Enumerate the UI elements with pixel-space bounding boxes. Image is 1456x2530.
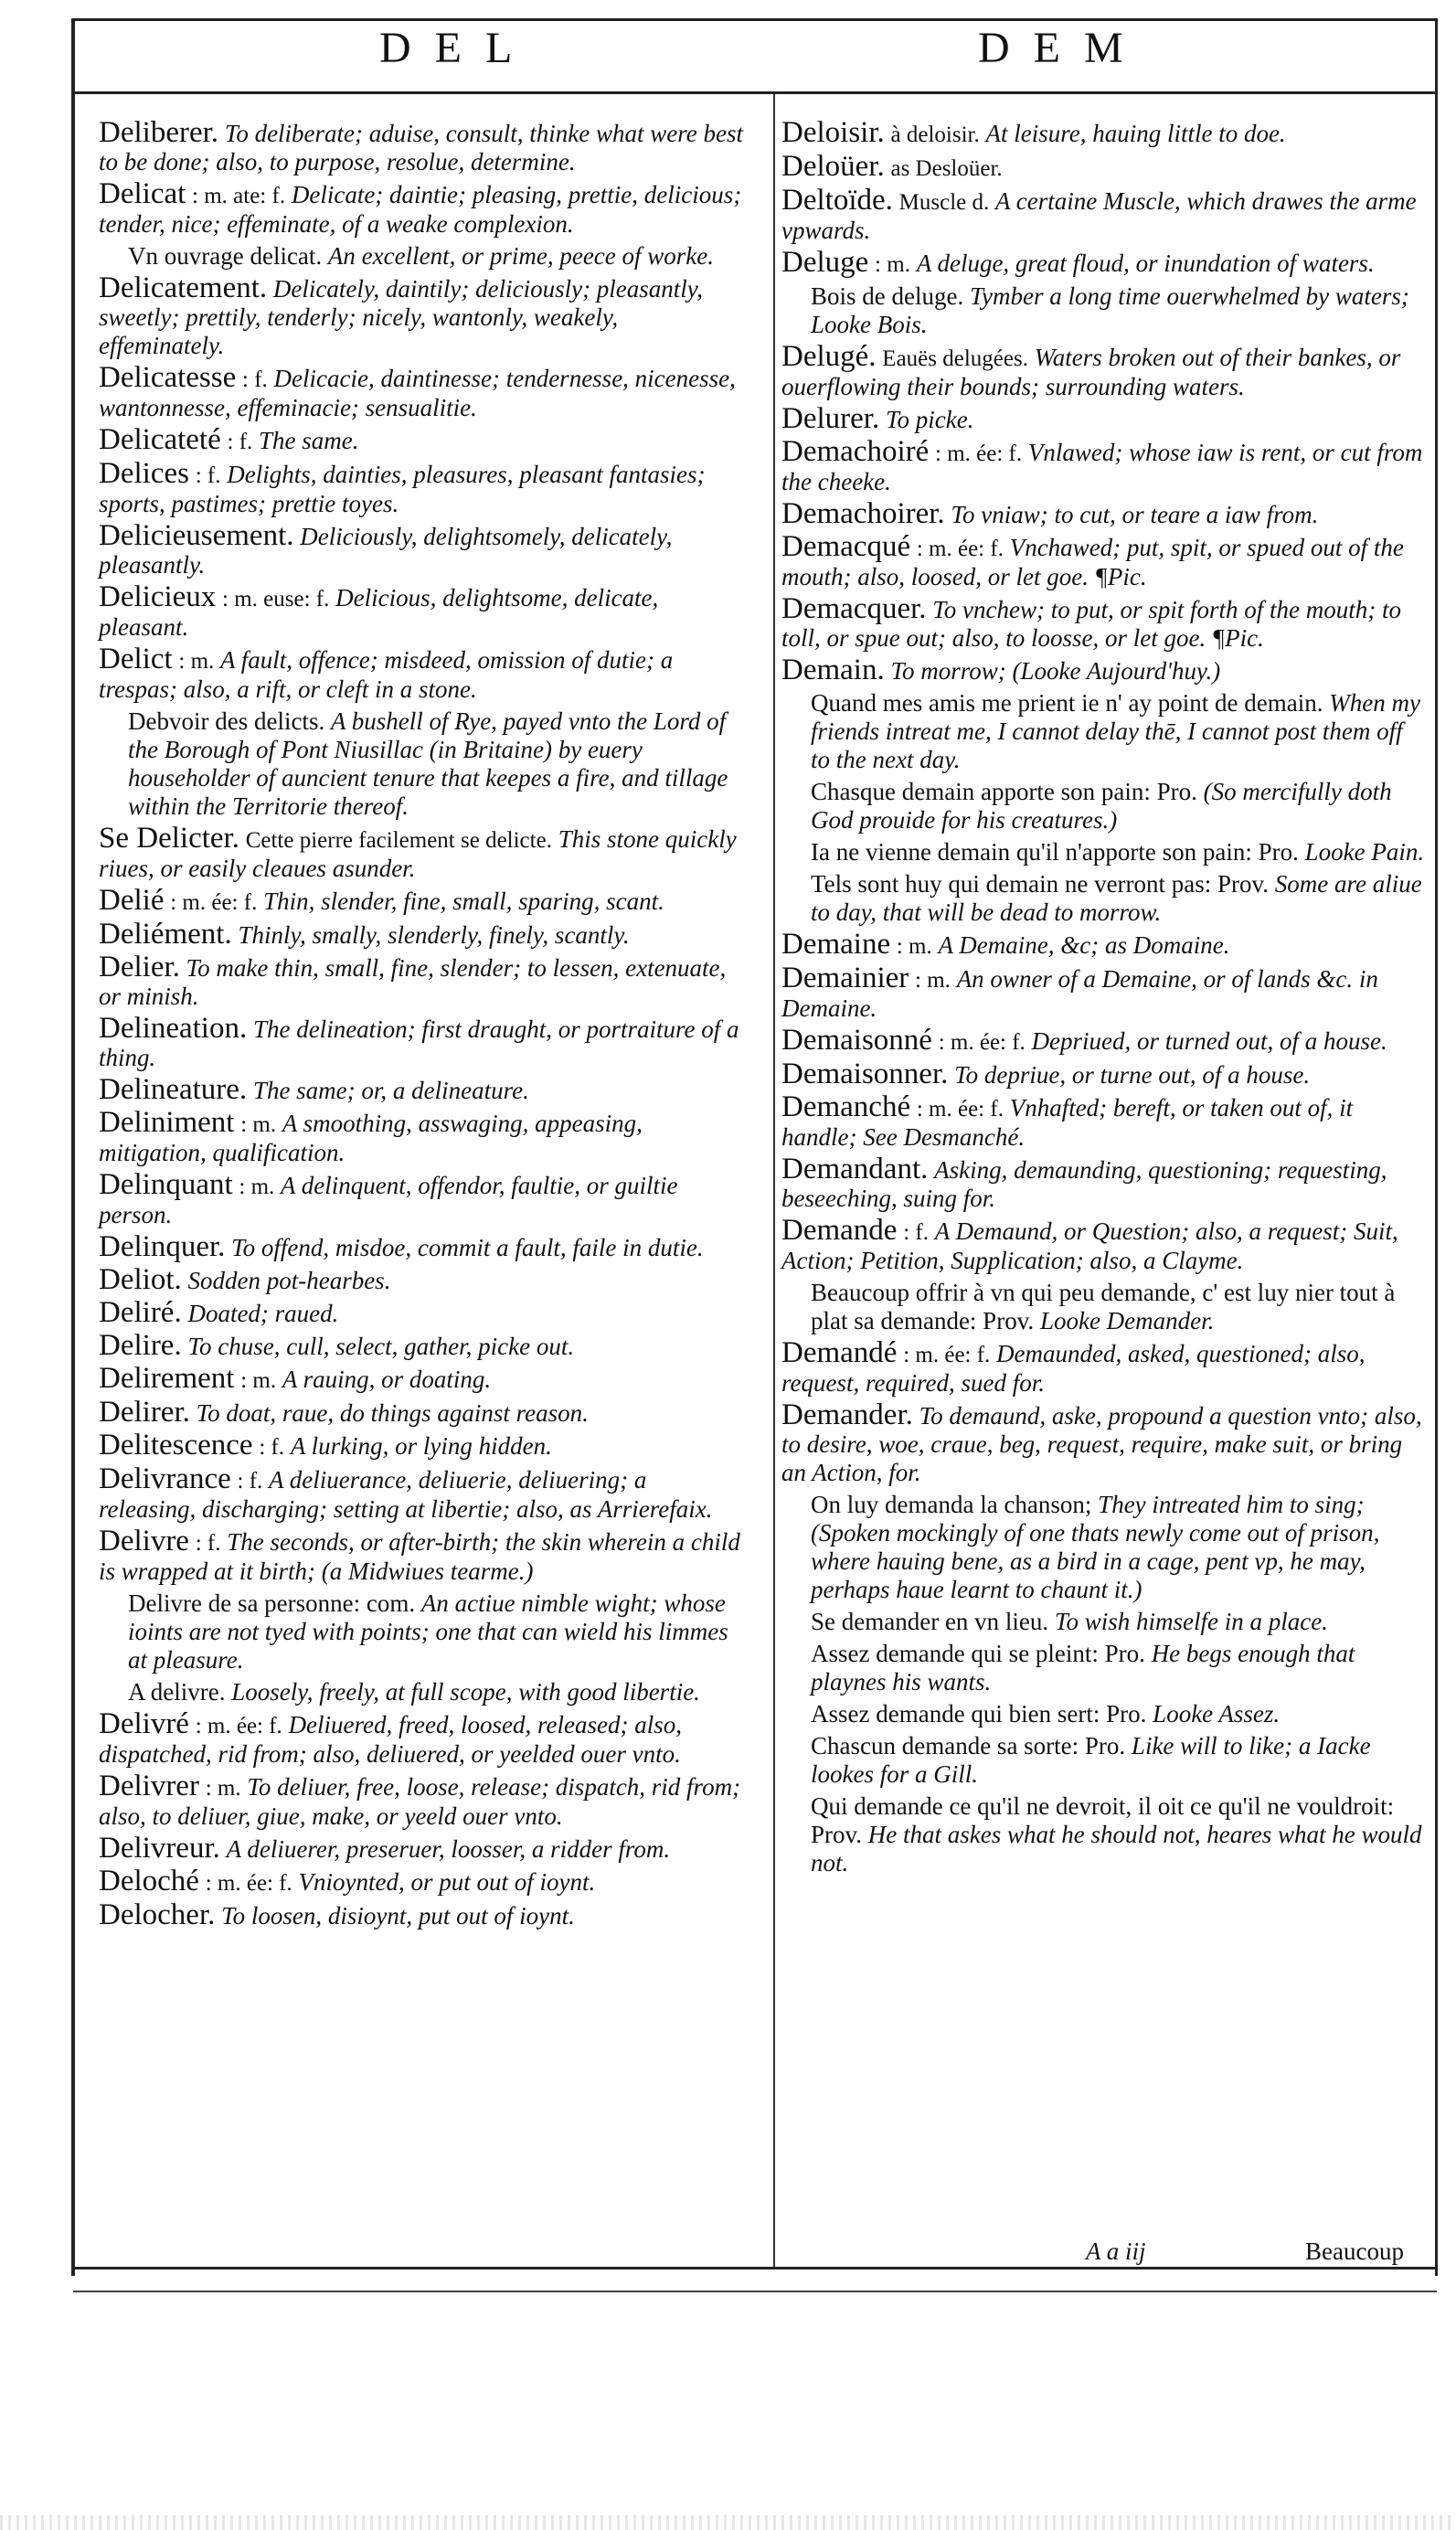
grammar-or-phrase: : f.: [195, 463, 221, 488]
dictionary-entry: [99, 1431, 749, 1462]
definition: A rauing, or doating.: [282, 1366, 492, 1393]
grammar-or-phrase: Debvoir des delicts.: [128, 707, 325, 735]
headword: Delicat: [99, 177, 186, 210]
grammar-or-phrase: Ia ne vienne demain qu'il n'apporte son pain: Pro.: [811, 838, 1299, 866]
headword: Demanché: [781, 1090, 911, 1123]
header-rule: [73, 91, 1437, 94]
headword: Delivre: [99, 1525, 189, 1557]
sub-entry: [99, 242, 749, 271]
sub-entry: [781, 870, 1427, 927]
definition: An actiue nimble wight; whose ioints are not tyed with points; one that can wield his limmes at pleasure.: [128, 1589, 728, 1674]
grammar-or-phrase: : m. ée: f.: [205, 1871, 292, 1896]
grammar-or-phrase: : m.: [239, 1175, 275, 1199]
dictionary-entry: [99, 1230, 749, 1263]
definition: A deliuerance, deliuerie, deliuering; a releasing, discharging; setting at libertie; also, as Arrierefaix.: [99, 1466, 713, 1523]
grammar-or-phrase: : m.: [896, 934, 932, 959]
definition: The seconds, or after-birth; the skin wherein a child is wrapped at it birth; (a Midwiues tearme.): [99, 1528, 740, 1585]
headword: Deloché: [99, 1865, 199, 1898]
definition: Loosely, freely, at full scope, with good libertie.: [231, 1678, 700, 1706]
headword: Deluge: [781, 246, 869, 279]
grammar-or-phrase: : f.: [195, 1531, 221, 1556]
definition: Demaunded, asked, questioned; also, request, required, sued for.: [781, 1340, 1366, 1397]
dictionary-entry: [99, 1398, 749, 1428]
dictionary-entry: [781, 402, 1427, 435]
grammar-or-phrase: : m.: [915, 968, 951, 993]
dictionary-entry: [781, 435, 1427, 496]
headword: Delitescence: [99, 1429, 253, 1462]
grammar-or-phrase: Tels sont huy qui demain ne verront pas: Prov.: [811, 870, 1270, 898]
dictionary-entry: [781, 530, 1427, 591]
grammar-or-phrase: : m. ée: f.: [903, 1343, 991, 1367]
headword: Delivrer: [99, 1770, 199, 1802]
definition: The same.: [259, 427, 359, 454]
running-head-left: DEL: [379, 24, 537, 72]
grammar-or-phrase: Cette pierre facilement se delicte.: [245, 828, 552, 853]
sub-entry: [781, 778, 1427, 834]
definition: An excellent, or prime, peece of worke.: [327, 242, 715, 270]
dictionary-entry: [781, 186, 1427, 245]
definition: Like will to like; a Iacke lookes for a Gill.: [811, 1732, 1371, 1788]
dictionary-entry: [99, 271, 749, 360]
headword: Demachoiré: [781, 435, 930, 468]
dictionary-entry: [99, 580, 749, 642]
definition: Delicacie, daintinesse; tendernesse, nicenesse, wantonnesse, effeminacie; sensualitie.: [99, 365, 736, 421]
grammar-or-phrase: : m. ée: f.: [935, 441, 1023, 466]
grammar-or-phrase: : m. ée: f.: [938, 1030, 1026, 1055]
signature-mark: A a iij: [1086, 2238, 1146, 2265]
definition: They intreated him to sing; (Spoken mockingly of one thats newly come out of prison, where hauing bene, as a bird in a cage, pent vp, he may, perhaps haue learnt to chaunt it.): [811, 1491, 1380, 1603]
definition: A deliuerer, preseruer, loosser, a ridder from.: [226, 1835, 671, 1863]
headword: Demain.: [781, 654, 885, 686]
definition: A fault, offence; misdeed, omission of dutie; a trespas; also, a rift, or cleft in a stone.: [99, 646, 674, 703]
dictionary-entry: [781, 1060, 1427, 1090]
definition: An owner of a Demaine, or of lands &c. in Demaine.: [781, 965, 1378, 1022]
definition: Tymber a long time ouerwhelmed by waters; Looke Bois.: [811, 282, 1409, 338]
headword: Delicatesse: [99, 361, 237, 394]
dictionary-entry: [781, 930, 1427, 961]
dictionary-entry: [99, 645, 749, 704]
bottom-rule-double: [73, 2291, 1437, 2292]
headword: Delire.: [99, 1329, 182, 1362]
definition: A deluge, great floud, or inundation of waters.: [916, 250, 1375, 277]
definition: To chuse, cull, select, gather, picke out.: [187, 1333, 575, 1360]
dictionary-entry: [99, 457, 749, 518]
grammar-or-phrase: : m.: [240, 1368, 277, 1393]
definition: Vnchawed; put, spit, or spued out of the mouth; also, loosed, or let goe. ¶Pic.: [781, 534, 1404, 590]
dictionary-entry: [781, 1090, 1427, 1152]
definition: Thin, slender, fine, small, sparing, scant.: [263, 888, 664, 915]
dictionary-entry: [99, 920, 749, 950]
dictionary-entry: [99, 519, 749, 579]
grammar-or-phrase: : m.: [205, 1776, 241, 1801]
headword: Delinquer.: [99, 1230, 226, 1263]
top-rule: [73, 18, 1437, 21]
scan-edge: [0, 2515, 1456, 2530]
definition: Doated; raued.: [187, 1300, 339, 1327]
grammar-or-phrase: : f.: [259, 1435, 285, 1460]
sub-entry: [781, 1700, 1427, 1728]
headword: Deliberer.: [99, 116, 219, 149]
grammar-or-phrase: Quand mes amis me prient ie n' ay point de demain.: [811, 689, 1323, 717]
definition: A smoothing, asswaging, appeasing, mitigation, qualification.: [99, 1110, 643, 1166]
headword: Delineature.: [99, 1073, 248, 1106]
grammar-or-phrase: Chasque demain apporte son pain: Pro.: [811, 778, 1197, 805]
dictionary-entry: [99, 1462, 749, 1524]
definition: He begs enough that playnes his wants.: [811, 1640, 1355, 1696]
grammar-or-phrase: Muscle d.: [898, 190, 990, 215]
definition: A certaine Muscle, which drawes the arme vpwards.: [781, 187, 1417, 244]
definition: Delicately, daintily; deliciously; pleasantly, sweetly; prettily, tenderly; nicely, wantonly, weakely, effeminately.: [99, 275, 704, 359]
headword: Delicateté: [99, 423, 221, 456]
headword: Deloisir.: [781, 116, 885, 149]
column-divider: [773, 94, 775, 2267]
definition: Vnhafted; bereft, or taken out of, it handle; See Desmanché.: [781, 1094, 1354, 1151]
definition: Waters broken out of their bankes, or ouerflowing their bounds; surrounding waters.: [781, 344, 1401, 400]
headword: Delier.: [99, 951, 180, 983]
grammar-or-phrase: A delivre.: [128, 1678, 226, 1706]
definition: (So mercifully doth God prouide for his creatures.): [811, 778, 1392, 834]
dictionary-entry: [781, 116, 1427, 149]
definition: Vnioynted, or put out of ioynt.: [298, 1868, 596, 1896]
definition: Sodden pot-hearbes.: [187, 1267, 391, 1294]
grammar-or-phrase: Qui demande ce qu'il ne devroit, il oit ce qu'il ne vouldroit: Prov.: [811, 1792, 1395, 1848]
definition: To loosen, disioynt, put out of ioynt.: [221, 1902, 575, 1929]
definition: Delicate; daintie; pleasing, prettie, delicious; tender, nice; effeminate, of a weake complexion.: [99, 181, 742, 238]
sub-entry: [781, 1279, 1427, 1335]
headword: Delicatement.: [99, 271, 268, 304]
sub-entry: [781, 1491, 1427, 1604]
left-column: [99, 116, 749, 1934]
sub-entry: [781, 1608, 1427, 1636]
grammar-or-phrase: : m. ate: f.: [192, 184, 286, 208]
definition: Deliuered, freed, loosed, released; also, dispatched, rid from; also, deliuered, or yeelded ouer vnto.: [99, 1711, 682, 1768]
dictionary-entry: [99, 116, 749, 176]
dictionary-entry: [99, 1527, 749, 1586]
definition: Asking, demaunding, questioning; requesting, beseeching, suing for.: [781, 1156, 1387, 1212]
grammar-or-phrase: Beaucoup offrir à vn qui peu demande, c' est luy nier tout à plat sa demande: Prov.: [811, 1279, 1396, 1334]
grammar-or-phrase: : m. ée: f.: [916, 1097, 1004, 1121]
grammar-or-phrase: : m. euse: f.: [222, 587, 330, 611]
grammar-or-phrase: : m.: [178, 649, 215, 674]
headword: Delocher.: [99, 1898, 216, 1931]
left-border: [71, 18, 75, 2276]
definition: Some are aliue to day, that will be dead to morrow.: [811, 870, 1422, 926]
dictionary-entry: [99, 1329, 749, 1362]
grammar-or-phrase: Chascun demande sa sorte: Pro.: [811, 1732, 1126, 1759]
headword: Delirer.: [99, 1396, 190, 1429]
right-border: [1435, 18, 1438, 2276]
headword: Demaine: [781, 928, 891, 961]
headword: Delugé.: [781, 340, 877, 373]
sub-entry: [781, 838, 1427, 866]
definition: A Demaine, &c; as Domaine.: [938, 931, 1230, 959]
dictionary-entry: [99, 953, 749, 1011]
headword: Demainier: [781, 962, 909, 994]
grammar-or-phrase: : m.: [240, 1112, 277, 1137]
dictionary-entry: [781, 592, 1427, 653]
sub-entry: [781, 1792, 1427, 1877]
headword: Delinquant: [99, 1168, 233, 1201]
dictionary-entry: [781, 964, 1427, 1023]
grammar-or-phrase: : f.: [237, 1469, 263, 1494]
dictionary-entry: [99, 1263, 749, 1296]
definition: To deliuer, free, loose, release; dispatch, rid from; also, to deliuer, giue, make, or yeeld ouer vnto.: [99, 1773, 741, 1830]
dictionary-entry: [781, 1155, 1427, 1213]
definition: To vniaw; to cut, or teare a iaw from.: [951, 501, 1319, 528]
grammar-or-phrase: : m.: [875, 252, 910, 277]
grammar-or-phrase: Assez demande qui se pleint: Pro.: [811, 1640, 1145, 1667]
dictionary-entry: [99, 361, 749, 422]
headword: Demande: [781, 1214, 898, 1247]
definition: To vnchew; to put, or spit forth of the mouth; to toll, or spue out; also, to loosse, or let goe. ¶Pic.: [781, 596, 1402, 652]
sub-entry: [99, 1678, 749, 1706]
dictionary-entry: [781, 1214, 1427, 1275]
grammar-or-phrase: : f.: [242, 367, 268, 392]
dictionary-entry: [99, 1898, 749, 1931]
dictionary-entry: [99, 423, 749, 456]
definition: A Demaund, or Question; also, a request; Suit, Action; Petition, Supplication; also, a Clayme.: [781, 1217, 1398, 1274]
definition: A delinquent, offendor, faultie, or guiltie person.: [99, 1172, 678, 1228]
definition: He that askes what he should not, heares what he would not.: [811, 1821, 1422, 1876]
headword: Deliot.: [99, 1263, 182, 1296]
grammar-or-phrase: : f.: [903, 1220, 929, 1245]
dictionary-entry: [99, 1073, 749, 1106]
dictionary-entry: [99, 177, 749, 239]
headword: Deliément.: [99, 918, 232, 951]
headword: Delicieusement.: [99, 519, 294, 552]
right-column: [781, 116, 1427, 1881]
headword: Deltoïde.: [781, 184, 893, 217]
dictionary-entry: [99, 1834, 749, 1864]
headword: Demacquer.: [781, 592, 927, 625]
headword: Demachoirer.: [781, 497, 945, 530]
sub-entry: [99, 707, 749, 821]
grammar-or-phrase: Vn ouvrage delicat.: [128, 242, 323, 270]
headword: Se Delicter.: [99, 822, 239, 855]
catchword: Beaucoup: [1305, 2238, 1404, 2265]
definition: To wish himselfe in a place.: [1054, 1608, 1328, 1635]
grammar-or-phrase: : f.: [227, 430, 253, 454]
definition: Vnlawed; whose iaw is rent, or cut from the cheeke.: [781, 439, 1423, 495]
definition: To demaund, aske, propound a question vnto; also, to desire, woe, craue, beg, request, require, make suit, or bring an Action, for.: [781, 1402, 1422, 1486]
headword: Demacqué: [781, 530, 911, 563]
definition: To morrow; (Looke Aujourd'huy.): [890, 657, 1221, 685]
dictionary-entry: [781, 246, 1427, 279]
dictionary-entry: [781, 1336, 1427, 1398]
grammar-or-phrase: Assez demande qui bien sert: Pro.: [811, 1700, 1147, 1727]
definition: To make thin, small, fine, slender; to lessen, extenuate, or minish.: [99, 954, 727, 1010]
dictionary-entry: [781, 1398, 1427, 1487]
dictionary-entry: [99, 1012, 749, 1072]
headword: Delié: [99, 884, 165, 917]
grammar-or-phrase: : m. ée: f.: [195, 1714, 282, 1738]
dictionary-entry: [99, 1168, 749, 1229]
headword: Deliniment: [99, 1106, 235, 1139]
sub-entry: [781, 1732, 1427, 1789]
sub-entry: [781, 282, 1427, 339]
definition: Depriued, or turned out, of a house.: [1031, 1027, 1387, 1055]
headword: Delineation.: [99, 1012, 248, 1045]
definition: Thinly, smally, slenderly, finely, scantly.: [238, 921, 630, 949]
sub-entry: [781, 1640, 1427, 1696]
headword: Demaisonné: [781, 1024, 932, 1057]
dictionary-entry: [99, 1362, 749, 1395]
grammar-or-phrase: : m. ée: f.: [170, 890, 258, 915]
dictionary-entry: [99, 1707, 749, 1769]
definition: Looke Demander.: [1039, 1307, 1215, 1334]
definition: When my friends intreat me, I cannot delay thē, I cannot post them off to the next day.: [811, 689, 1420, 773]
grammar-or-phrase: as Desloüer.: [890, 156, 1003, 181]
grammar-or-phrase: Bois de deluge.: [811, 282, 964, 310]
definition: To offend, misdoe, commit a fault, faile in dutie.: [231, 1234, 704, 1261]
definition: A lurking, or lying hidden.: [290, 1432, 552, 1460]
headword: Delices: [99, 457, 189, 490]
headword: Delurer.: [781, 402, 880, 435]
headword: Deloüer.: [781, 150, 885, 183]
definition: Deliciously, delightsomely, delicately, pleasantly.: [99, 523, 673, 579]
dictionary-entry: [781, 340, 1427, 401]
definition: At leisure, hauing little to doe.: [985, 120, 1286, 147]
headword: Demandé: [781, 1336, 898, 1369]
grammar-or-phrase: Eauës delugées.: [882, 346, 1028, 371]
definition: Looke Assez.: [1153, 1700, 1281, 1727]
headword: Delivré: [99, 1707, 189, 1740]
sub-entry: [781, 689, 1427, 774]
dictionary-entry: [99, 884, 749, 917]
definition: Delights, dainties, pleasures, pleasant fantasies; sports, pastimes; prettie toyes.: [99, 461, 706, 517]
headword: Delicieux: [99, 580, 217, 613]
grammar-or-phrase: Se demander en vn lieu.: [811, 1608, 1049, 1635]
grammar-or-phrase: à deloisir.: [890, 122, 980, 147]
dictionary-entry: [99, 1106, 749, 1167]
running-head-right: DEM: [978, 24, 1147, 72]
headword: Demaisonner.: [781, 1058, 949, 1090]
definition: To doat, raue, do things against reason.: [196, 1399, 589, 1427]
dictionary-entry: [781, 1026, 1427, 1057]
dictionary-entry: [99, 1772, 749, 1831]
definition: This stone quickly riues, or easily cleaues asunder.: [99, 825, 737, 882]
dictionary-entry: [99, 1296, 749, 1329]
grammar-or-phrase: On luy demanda la chanson;: [811, 1491, 1092, 1518]
definition: Delicious, delightsome, delicate, pleasant.: [99, 584, 659, 641]
sub-entry: [99, 1589, 749, 1674]
headword: Delivrance: [99, 1462, 231, 1495]
definition: The delineation; first draught, or portraiture of a thing.: [99, 1015, 739, 1071]
dictionary-entry: [99, 1867, 749, 1898]
definition: To depriue, or turne out, of a house.: [954, 1061, 1311, 1089]
grammar-or-phrase: : m. ée: f.: [916, 537, 1004, 561]
dictionary-entry: [99, 824, 749, 883]
headword: Deliré.: [99, 1296, 182, 1329]
definition: Looke Pain.: [1304, 838, 1425, 866]
definition: A bushell of Rye, payed vnto the Lord of the Borough of Pont Niusillac (in Britaine) by euery householder of auncient tenure that keepes a fire, and tillage within the Territorie thereof.: [128, 707, 728, 820]
dictionary-entry: [781, 656, 1427, 686]
headword: Demander.: [781, 1398, 913, 1431]
grammar-or-phrase: Delivre de sa personne: com.: [128, 1589, 416, 1617]
headword: Delivreur.: [99, 1832, 220, 1865]
definition: To picke.: [885, 406, 974, 433]
definition: The same; or, a delineature.: [252, 1077, 529, 1104]
bottom-rule: [73, 2267, 1437, 2270]
headword: Delirement: [99, 1362, 235, 1395]
headword: Delict: [99, 643, 173, 675]
dictionary-entry: [781, 150, 1427, 183]
headword: Demandant.: [781, 1153, 929, 1185]
definition: To deliberate; aduise, consult, thinke what were best to be done; also, to purpose, resolue, determine.: [99, 120, 743, 175]
dictionary-entry: [781, 497, 1427, 530]
